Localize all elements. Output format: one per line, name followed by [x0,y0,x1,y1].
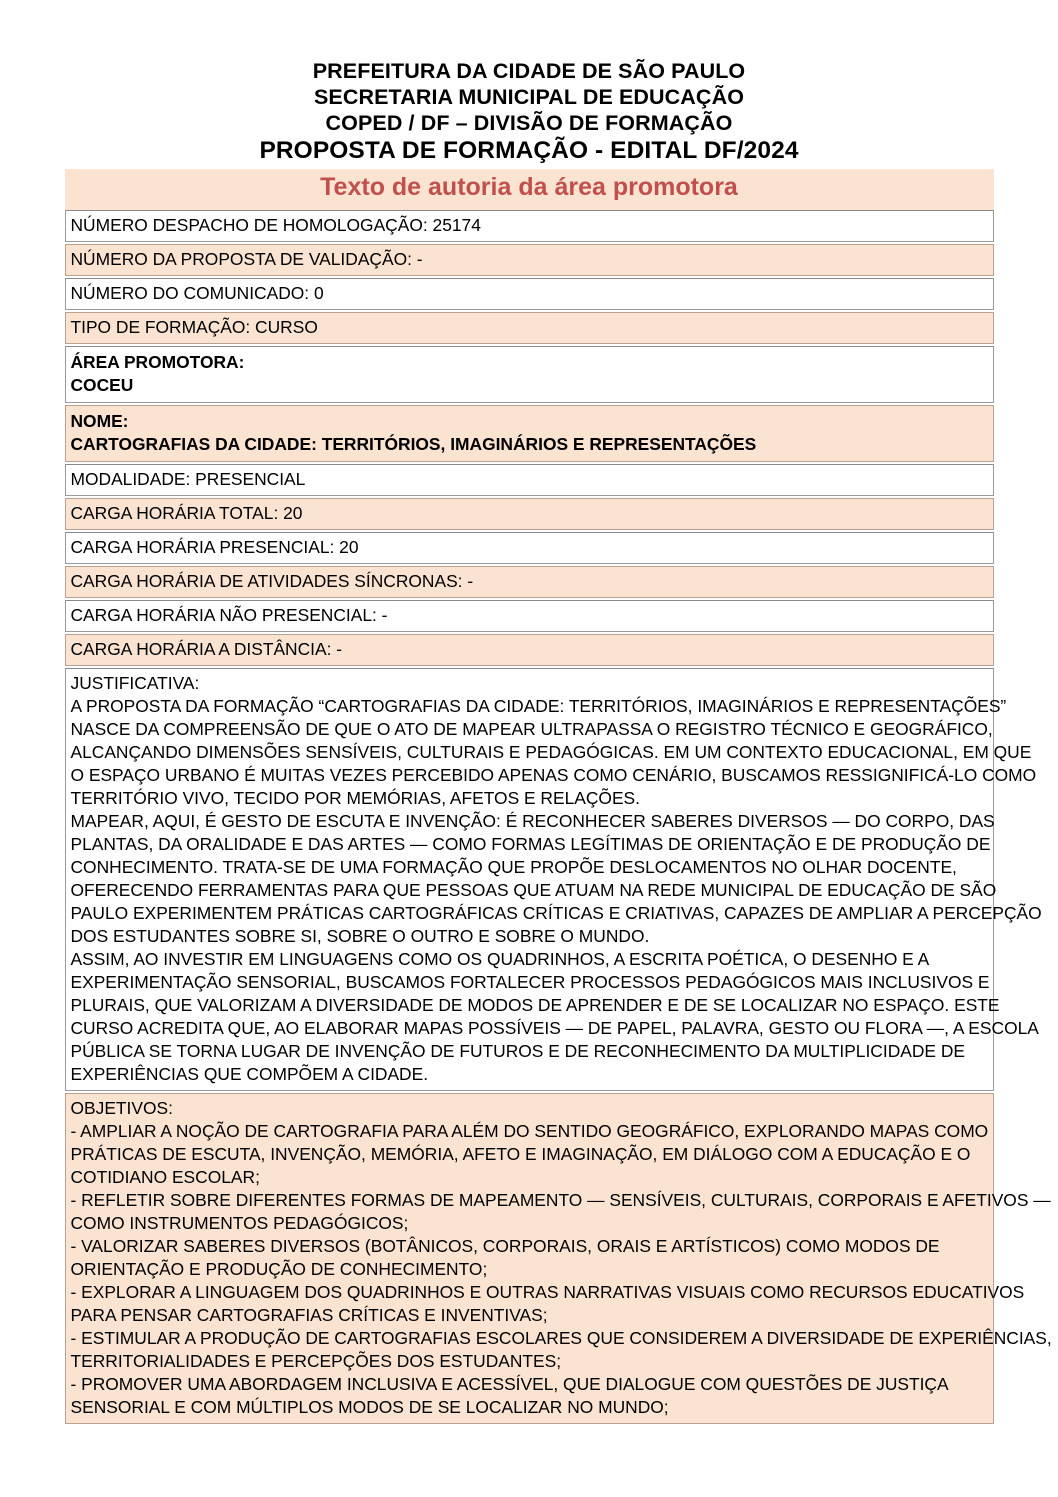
proposta-validacao-text: NÚMERO DA PROPOSTA DE VALIDAÇÃO: - [70,249,423,269]
text-line: - AMPLIAR A NOÇÃO DE CARTOGRAFIA PARA ALÉM DO SENTIDO GEOGRÁFICO, EXPLORANDO MAPAS COMO [70,1121,989,1141]
text-line: A PROPOSTA DA FORMAÇÃO “CARTOGRAFIAS DA CIDADE: TERRITÓRIOS, IMAGINÁRIOS E REPRESENTAÇÕES” [70,696,1007,716]
text-line: PAULO EXPERIMENTEM PRÁTICAS CARTOGRÁFICAS CRÍTICAS E CRIATIVAS, CAPAZES DE AMPLIAR A PERCEPÇÃO [70,903,1042,923]
text-line: NASCE DA COMPREENSÃO DE QUE O ATO DE MAPEAR ULTRAPASSA O REGISTRO TÉCNICO E GEOGRÁFICO, [70,719,993,739]
objetivos-label: OBJETIVOS: [70,1098,173,1118]
row-carga-total [65,498,994,530]
text-line: TERRITORIALIDADES E PERCEPÇÕES DOS ESTUDANTES; [70,1351,562,1371]
row-carga-nao-presencial [65,600,994,632]
text-line: PLURAIS, QUE VALORIZAM A DIVERSIDADE DE MODOS DE APRENDER E DE SE LOCALIZAR NO ESPAÇO. ESTE [70,995,1000,1015]
text-line: PLANTAS, DA ORALIDADE E DAS ARTES — COMO FORMAS LEGÍTIMAS DE ORIENTAÇÃO E DE PRODUÇÃO DE [70,834,991,854]
modalidade-text: MODALIDADE: PRESENCIAL [70,469,306,489]
text-line: - EXPLORAR A LINGUAGEM DOS QUADRINHOS E OUTRAS NARRATIVAS VISUAIS COMO RECURSOS EDUCATIVOS [70,1282,1025,1302]
text-line: O ESPAÇO URBANO É MUITAS VEZES PERCEBIDO APENAS COMO CENÁRIO, BUSCAMOS RESSIGNIFICÁ-LO COMO [70,765,1037,785]
carga-sincronas-text: CARGA HORÁRIA DE ATIVIDADES SÍNCRONAS: - [70,571,474,591]
text-line: EXPERIMENTAÇÃO SENSORIAL, BUSCAMOS FORTALECER PROCESSOS PEDAGÓGICOS MAIS INCLUSIVOS E [70,972,990,992]
nome-label: NOME: [70,411,129,431]
tipo-formacao-text: TIPO DE FORMAÇÃO: CURSO [70,317,318,337]
banner-texto-autoria [65,169,994,210]
banner-title: Texto de autoria da área promotora [320,173,738,201]
despacho-homologacao-text: NÚMERO DESPACHO DE HOMOLOGAÇÃO: 25174 [70,215,481,235]
area-promotora-label: ÁREA PROMOTORA: [70,352,245,372]
row-proposta-validacao [65,244,994,276]
comunicado-text: NÚMERO DO COMUNICADO: 0 [70,283,324,303]
text-line: - VALORIZAR SABERES DIVERSOS (BOTÂNICOS, CORPORAIS, ORAIS E ARTÍSTICOS) COMO MODOS DE [70,1236,940,1256]
text-line: SENSORIAL E COM MÚLTIPLOS MODOS DE SE LOCALIZAR NO MUNDO; [70,1397,669,1417]
text-line: ORIENTAÇÃO E PRODUÇÃO DE CONHECIMENTO; [70,1259,488,1279]
text-line: CURSO ACREDITA QUE, AO ELABORAR MAPAS POSSÍVEIS — DE PAPEL, PALAVRA, GESTO OU FLORA —, A ESCOLA [70,1018,1039,1038]
carga-presencial-text: CARGA HORÁRIA PRESENCIAL: 20 [70,537,359,557]
header-line-prefeitura: PREFEITURA DA CIDADE DE SÃO PAULO [312,59,746,83]
text-line: CONHECIMENTO. TRATA-SE DE UMA FORMAÇÃO QUE PROPÕE DESLOCAMENTOS NO OLHAR DOCENTE, [70,857,957,877]
header-line-coped: COPED / DF – DIVISÃO DE FORMAÇÃO [325,111,733,135]
header-line-proposta: PROPOSTA DE FORMAÇÃO - EDITAL DF/2024 [259,137,799,164]
text-line: ASSIM, AO INVESTIR EM LINGUAGENS COMO OS QUADRINHOS, A ESCRITA POÉTICA, O DESENHO E A [70,949,930,969]
objetivos-body [70,1120,1052,1419]
carga-nao-presencial-text: CARGA HORÁRIA NÃO PRESENCIAL: - [70,605,388,625]
row-carga-distancia [65,634,994,666]
carga-total-text: CARGA HORÁRIA TOTAL: 20 [70,503,303,523]
row-modalidade [65,464,994,496]
row-despacho-homologacao [65,210,994,242]
text-line: DOS ESTUDANTES SOBRE SI, SOBRE O OUTRO E SOBRE O MUNDO. [70,926,650,946]
text-line: - PROMOVER UMA ABORDAGEM INCLUSIVA E ACESSÍVEL, QUE DIALOGUE COM QUESTÕES DE JUSTIÇA [70,1374,949,1394]
text-line: COTIDIANO ESCOLAR; [70,1167,260,1187]
text-line: EXPERIÊNCIAS QUE COMPÕEM A CIDADE. [70,1064,429,1084]
row-carga-sincronas [65,566,994,598]
row-objetivos [65,1093,1052,1424]
justificativa-body [70,695,1042,1086]
text-line: PÚBLICA SE TORNA LUGAR DE INVENÇÃO DE FUTUROS E DE RECONHECIMENTO DA MULTIPLICIDADE DE [70,1041,966,1061]
text-line: ALCANÇANDO DIMENSÕES SENSÍVEIS, CULTURAIS E PEDAGÓGICAS. EM UM CONTEXTO EDUCACIONAL, EM QUE [70,742,1032,762]
carga-distancia-text: CARGA HORÁRIA A DISTÂNCIA: - [70,639,343,659]
row-nome [65,405,994,462]
area-promotora-value: COCEU [70,375,134,395]
text-line: PARA PENSAR CARTOGRAFIAS CRÍTICAS E INVENTIVAS; [70,1305,548,1325]
form-table [65,210,1052,1424]
text-line: OFERECENDO FERRAMENTAS PARA QUE PESSOAS QUE ATUAM NA REDE MUNICIPAL DE EDUCAÇÃO DE SÃO [70,880,997,900]
text-line: - ESTIMULAR A PRODUÇÃO DE CARTOGRAFIAS ESCOLARES QUE CONSIDEREM A DIVERSIDADE DE EXPERIÊNCIAS, [70,1328,1052,1348]
row-justificativa [65,668,1042,1091]
nome-value: CARTOGRAFIAS DA CIDADE: TERRITÓRIOS, IMAGINÁRIOS E REPRESENTAÇÕES [70,434,757,454]
text-line: PRÁTICAS DE ESCUTA, INVENÇÃO, MEMÓRIA, AFETO E IMAGINAÇÃO, EM DIÁLOGO COM A EDUCAÇÃO E O [70,1144,971,1164]
justificativa-label: JUSTIFICATIVA: [70,673,200,693]
row-tipo-formacao [65,312,994,344]
document-header [0,0,1058,165]
text-line: MAPEAR, AQUI, É GESTO DE ESCUTA E INVENÇÃO: É RECONHECER SABERES DIVERSOS — DO CORPO, DAS [70,811,995,831]
row-area-promotora [65,346,994,403]
row-carga-presencial [65,532,994,564]
header-line-secretaria: SECRETARIA MUNICIPAL DE EDUCAÇÃO [313,85,745,109]
row-comunicado [65,278,994,310]
text-line: - REFLETIR SOBRE DIFERENTES FORMAS DE MAPEAMENTO — SENSÍVEIS, CULTURAIS, CORPORAIS E AFETIVOS — [70,1190,1051,1210]
text-line: COMO INSTRUMENTOS PEDAGÓGICOS; [70,1213,409,1233]
text-line: TERRITÓRIO VIVO, TECIDO POR MEMÓRIAS, AFETOS E RELAÇÕES. [70,788,640,808]
